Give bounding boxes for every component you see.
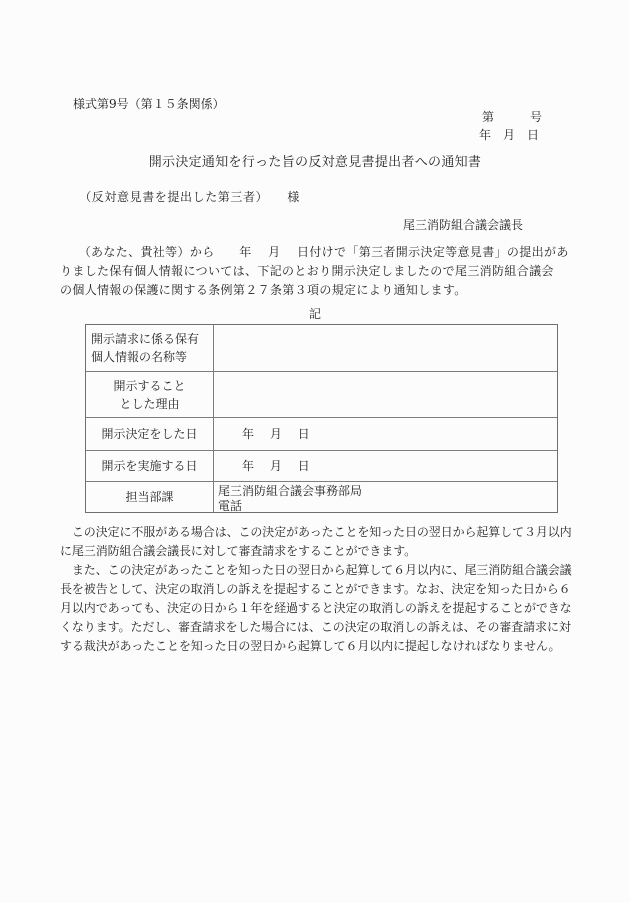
- row-value: [214, 418, 557, 450]
- notes-line: 月以内であっても、決定の日から１年を経過すると決定の取消しの訴えを提起することができな: [60, 601, 572, 615]
- row-value: [214, 325, 557, 371]
- document-title: 開示決定通知を行った旨の反対意見書提出者への通知書: [148, 155, 482, 170]
- table-row: [86, 325, 557, 371]
- row-value-line: 年 月 日: [218, 459, 310, 473]
- row-label-line: 担当部課: [125, 490, 174, 504]
- notes-line: する裁決があったことを知った日の翌日から起算して６月以内に提起しなければなりません。: [60, 639, 561, 653]
- row-label: [86, 418, 214, 450]
- row-label-line: 開示すること: [113, 378, 186, 393]
- table-row: [86, 481, 557, 512]
- body-line: （あなた、貴社等）から 年 月 日付けで「第三者開示決定等意見書」の提出があ: [60, 245, 569, 259]
- notes-line: また、この決定があったことを知った日の翌日から起算して６月以内に、尾三消防組合議会議: [60, 563, 572, 577]
- row-label: [86, 482, 214, 512]
- form-number: 様式第9号（第１５条関係）: [73, 97, 225, 111]
- notes-paragraph: [60, 523, 572, 656]
- body-line: りました保有個人情報については、下記のとおり開示決定しましたので尾三消防組合議会: [60, 264, 554, 278]
- date-line: 年 月 日: [479, 128, 540, 142]
- row-value: [214, 482, 557, 512]
- row-value-line: 電話: [218, 499, 243, 513]
- row-label: [86, 325, 214, 371]
- disclosure-table: [85, 324, 558, 513]
- table-row: [86, 371, 557, 417]
- addressee-line: （反対意見書を提出した第三者） 様: [60, 190, 301, 204]
- table-row: [86, 417, 557, 450]
- row-label-line: 開示を実施する日: [101, 459, 198, 473]
- row-label-line: 開示請求に係る保有: [91, 332, 200, 346]
- row-label-line: とした理由: [119, 396, 180, 411]
- row-value-line: 年 月 日: [218, 427, 310, 441]
- table-row: [86, 450, 557, 481]
- sender-title: 尾三消防組合議会議長: [403, 218, 524, 232]
- row-value: [214, 451, 557, 481]
- body-line: の個人情報の保護に関する条例第２７条第３項の規定により通知します。: [60, 283, 467, 297]
- body-paragraph: [60, 243, 569, 300]
- row-label: [86, 451, 214, 481]
- row-value: [214, 372, 557, 417]
- row-label: [86, 372, 214, 417]
- row-value-line: 尾三消防組合議会事務部局: [218, 484, 363, 498]
- notes-line: この決定に不服がある場合は、この決定があったことを知った日の翌日から起算して３月以内: [60, 525, 572, 539]
- document-number-line: 第 号: [482, 110, 543, 124]
- ki-marker: 記: [308, 307, 321, 321]
- notes-line: に尾三消防組合議会議長に対して審査請求をすることができます。: [60, 544, 417, 558]
- notes-line: くなります。ただし、審査請求をした場合には、この決定の取消しの訴えは、その審査請求に対: [60, 620, 571, 634]
- notes-line: 長を被告として、決定の取消しの訴えを提起することができます。なお、決定を知った日から６: [60, 582, 571, 596]
- row-label-line: 個人情報の名称等: [91, 350, 188, 364]
- row-label-line: 開示決定をした日: [101, 427, 198, 441]
